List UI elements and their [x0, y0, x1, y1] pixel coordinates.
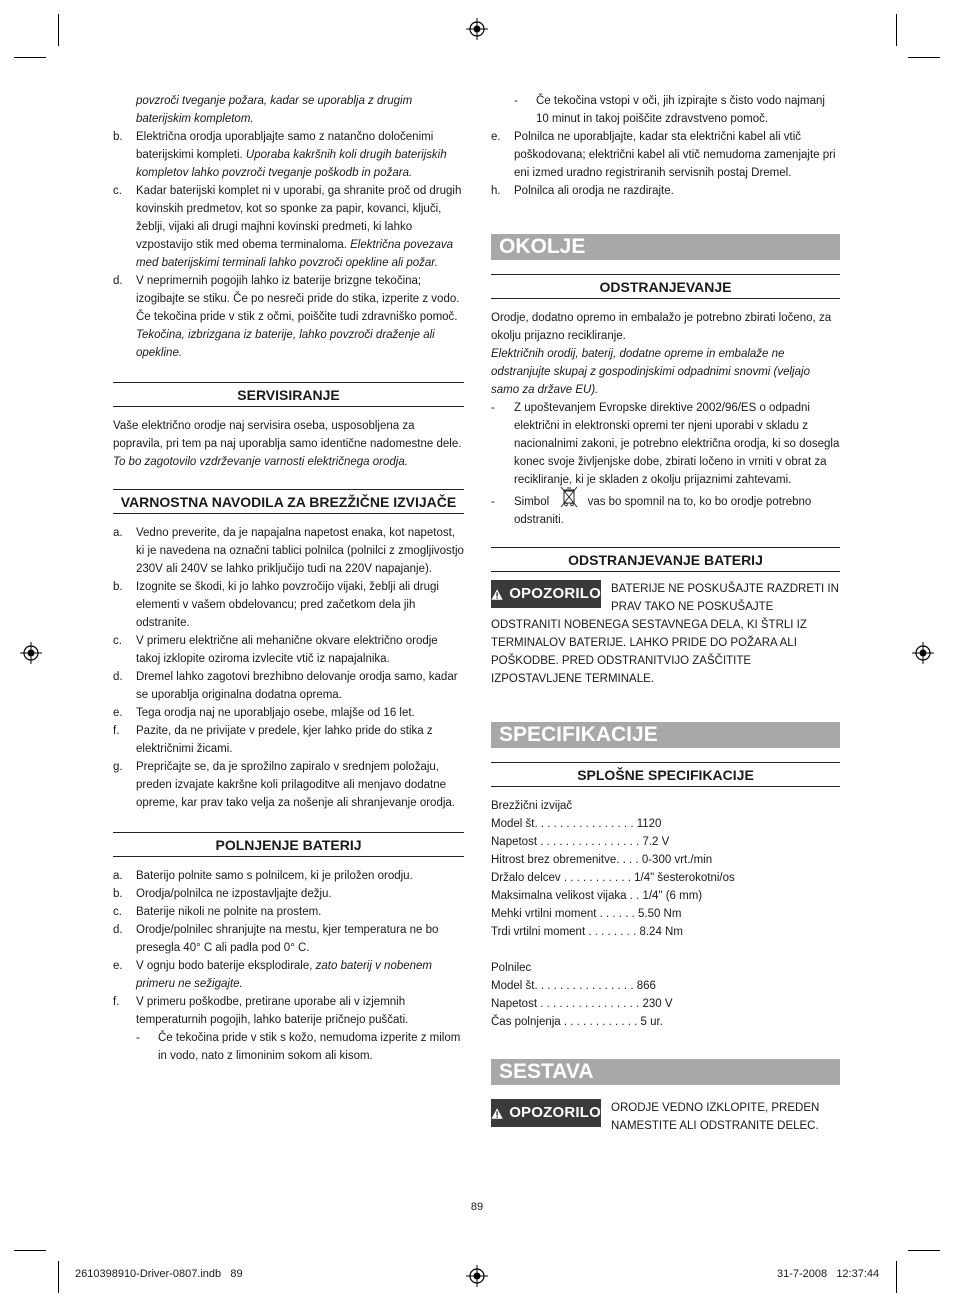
list-item: c. V primeru električne ali mehanične okvare električno orodje takoj izklopite oziroma izvlecite vtič iz napajalnika.	[113, 635, 438, 665]
spec-group-polnilec	[491, 959, 840, 1031]
warning-block	[491, 1099, 840, 1135]
crossed-bin-icon	[560, 486, 578, 508]
list-item: e. Tega orodja naj ne uporabljajo osebe, mlajše od 16 let.	[113, 707, 415, 719]
left-column	[113, 92, 464, 1065]
list-item: b. Orodja/polnilca ne izpostavljajte dežju.	[113, 888, 332, 900]
list-item: f. V primeru poškodbe, pretirane uporabe ali v izjemnih temperaturnih pogojih, lahko baterije pričnejo puščati.	[113, 996, 409, 1026]
warning-block	[491, 580, 840, 688]
warning-text: BATERIJE NE POSKUŠAJTE RAZDRETI IN PRAV TAKO NE POSKUŠAJTE ODSTRANITI NOBENEGA SESTAVNEGA DELA, KI ŠTRLI IZ TERMINALOV BATERIJE. LAHKO PRIDE DO POŽARA ALI POŠKODBE. PRED ODSTRANITVIJO ZAŠČITITE IZPOSTAVLJENE TERMINALE.	[491, 583, 839, 685]
list-item: g. Prepričajte se, da je sprožilno zapiralo v srednjem položaju, preden izvajate kakršne koli prilagoditve ali menjavo dodatne opreme, kar prav tako velja za nošenje ali shranjevanje orodja.	[113, 761, 455, 809]
page-number: 89	[470, 1201, 484, 1213]
polnjenje-list	[113, 867, 464, 1065]
crop-mark	[896, 1261, 897, 1293]
list-item: e. Polnilca ne uporabljajte, kadar sta električni kabel ali vtič poškodovana; električni kabel ali vtič nemudoma zamenjajte pri eni izmed uradno registriranih servisnih postaj Dremel.	[491, 131, 836, 179]
sub-list-item: - Če tekočina vstopi v oči, jih izpirajte s čisto vodo najmanj 10 minut in takoj poiščite zdravstveno pomoč.	[514, 95, 825, 125]
section-heading-varnostna-navodila: VARNOSTNA NAVODILA ZA BREZŽIČNE IZVIJAČE	[113, 489, 464, 514]
odstranjevanje-italic: Električnih orodij, baterij, dodatne opreme in embalaže ne odstranjujte skupaj z gospodinjskimi odpadnimi snovmi (veljajo samo za države EU).	[491, 348, 810, 396]
spec-row: Napetost . . . . . . . . . . . . . . . . 230 V	[491, 998, 673, 1010]
warning-triangle-icon	[491, 588, 503, 601]
warning-badge: OPOZORILO	[491, 1099, 601, 1127]
crop-mark	[14, 1250, 46, 1251]
crop-mark	[14, 57, 46, 58]
spec-title: Brezžični izvijač	[491, 800, 573, 812]
list-item: b. Izognite se škodi, ki jo lahko povzročijo vijaki, žeblji ali drugi elementi v vašem obdelovancu; pred začetkom dela jih odstranite.	[113, 581, 439, 629]
spec-row: Hitrost brez obremenitve. . . . 0-300 vrt./min	[491, 854, 713, 866]
spec-row: Čas polnjenja . . . . . . . . . . . . 5 ur.	[491, 1016, 663, 1028]
registration-mark-icon	[912, 642, 934, 664]
list-item: a. Baterijo polnite samo s polnilcem, ki je priložen orodju.	[113, 870, 413, 882]
section-heading-odstranjevanje: ODSTRANJEVANJE	[491, 274, 840, 299]
section-band-okolje: OKOLJE	[491, 234, 840, 260]
timestamp: 31-7-2008 12:37:44	[777, 1268, 880, 1280]
intro-paragraph: povzroči tveganje požara, kadar se uporablja z drugim baterijskim kompletom.	[136, 95, 413, 125]
section-heading-servisiranje: SERVISIRANJE	[113, 382, 464, 407]
crop-mark	[896, 14, 897, 46]
registration-mark-icon	[20, 642, 42, 664]
crop-mark	[58, 14, 59, 46]
spec-row: Maksimalna velikost vijaka . . 1/4" (6 mm)	[491, 890, 703, 902]
list-item: a. Vedno preverite, da je napajalna napetost enaka, kot napetost, ki je navedena na označni tablici polnilca (polnilci z zmogljivostjo 230V ali 240V se lahko priključijo tudi na 220V napajanje).	[113, 527, 464, 575]
list-item: b. Električna orodja uporabljajte samo z natančno določenimi baterijskimi kompleti. Uporaba kakršnih koli drugih baterijskih kompletov lahko povzroči tveganje poškodb in požara.	[113, 131, 447, 179]
crop-mark	[908, 1250, 940, 1251]
spec-title: Polnilec	[491, 962, 532, 974]
section-band-specifikacije: SPECIFIKACIJE	[491, 722, 840, 748]
odstranjevanje-paragraph: Orodje, dodatno opremo in embalažo je potrebno zbirati ločeno, za okolju prijazno recikliranje.	[491, 312, 832, 342]
servis-paragraph: Vaše električno orodje naj servisira oseba, usposobljena za popravila, pri tem pa naj uporablja samo identične nadomestne dele. To bo zagotovilo vzdrževanje varnosti električnega orodja.	[113, 420, 462, 468]
section-band-sestava: SESTAVA	[491, 1059, 840, 1085]
crop-mark	[58, 1261, 59, 1293]
list-item: - Simbol vas bo spomnil na to, ko bo orodje potrebno odstraniti.	[491, 493, 840, 529]
list-item: - Z upoštevanjem Evropske direktive 2002/96/ES o odpadni električni in elektronski opremi ter njeni uporabi v skladu z nacionalnimi zakoni, je potrebno električna orodja, ki so dosegla konec svoje življenjske dobe, zbirati ločeno in vrniti v obrat za recikliranje, ki je skladen z okolju prijaznimi zahtevami.	[491, 402, 840, 486]
spec-row: Držalo delcev . . . . . . . . . . . 1/4" šesterokotni/os	[491, 872, 735, 884]
list-item: h. Polnilca ali orodja ne razdirajte.	[491, 185, 674, 197]
list-item: d. V neprimernih pogojih lahko iz baterije brizgne tekočina; izogibajte se stiku. Če po nesreči pride do stika, izperite z vodo. Če tekočina pride v stik z očmi, poiščite tudi zdravniško pomoč. Tekočina, izbrizgana iz baterije, lahko povzroči draženje ali opekline.	[113, 275, 460, 359]
warning-triangle-icon	[491, 1107, 503, 1120]
spec-row: Model št. . . . . . . . . . . . . . . . 1120	[491, 818, 662, 830]
right-column	[491, 92, 840, 1135]
section-heading-odstranjevanje-baterij: ODSTRANJEVANJE BATERIJ	[491, 547, 840, 572]
file-slug: 2610398910-Driver-0807.indb 89	[75, 1268, 243, 1280]
spec-row: Mehki vrtilni moment . . . . . . 5.50 Nm	[491, 908, 682, 920]
spec-row: Napetost . . . . . . . . . . . . . . . . 7.2 V	[491, 836, 670, 848]
spec-row: Trdi vrtilni moment . . . . . . . . 8.24 Nm	[491, 926, 683, 938]
registration-mark-icon	[466, 18, 488, 40]
list-item: d. Dremel lahko zagotovi brezhibno delovanje orodja samo, kadar se uporablja originalna dodatna oprema.	[113, 671, 458, 701]
list-item: c. Baterije nikoli ne polnite na prostem.	[113, 906, 322, 918]
varnostna-list	[113, 524, 464, 812]
warning-badge: OPOZORILO	[491, 580, 601, 608]
section-heading-polnjenje-baterij: POLNJENJE BATERIJ	[113, 832, 464, 857]
list-item: d. Orodje/polnilec shranjujte na mestu, kjer temperatura ne bo presegla 40° C ali padla pod 0° C.	[113, 924, 439, 954]
list-item: e. V ognju bodo baterije eksplodirale, zato baterij v nobenem primeru ne sežigajte.	[113, 960, 433, 990]
list-item: f. Pazite, da ne privijate v predele, kjer lahko pride do stika z električnimi žicami.	[113, 725, 433, 755]
list-item: c. Kadar baterijski komplet ni v uporabi, ga shranite proč od drugih kovinskih predmetov, kot so sponke za papir, kovanci, ključi, žeblji, vijaki ali drugi majhni kovinski predmeti, ki lahko vzpostavijo stik med obema terminaloma. Električna povezava med baterijskimi terminali lahko povzroči opekline ali požar.	[113, 185, 462, 269]
spec-group-izvijac	[491, 797, 840, 941]
sub-list-item: - Če tekočina pride v stik s kožo, nemudoma izperite z milom in vodo, nato z limoninim sokom ali kisom.	[136, 1032, 461, 1062]
warning-text: ORODJE VEDNO IZKLOPITE, PREDEN NAMESTITE ALI ODSTRANITE DELEC.	[611, 1102, 820, 1132]
section-heading-splosne-specifikacije: SPLOŠNE SPECIFIKACIJE	[491, 762, 840, 787]
crop-mark	[908, 57, 940, 58]
registration-mark-icon	[466, 1265, 488, 1287]
spec-row: Model št. . . . . . . . . . . . . . . . 866	[491, 980, 656, 992]
